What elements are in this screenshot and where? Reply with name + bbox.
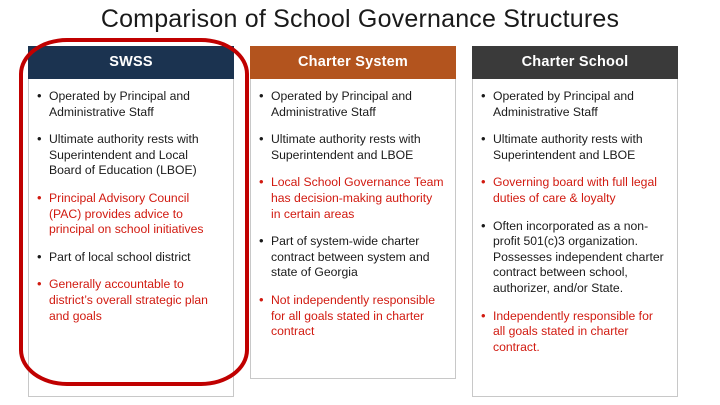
bullet-list-charter-system [259,89,445,340]
list-item: • Ultimate authority rests with Superintendent and LBOE [481,132,667,163]
list-item: • Often incorporated as a non-profit 501(c)3 organization. Possesses independent charter contract between school, authorizer, and/or State. [481,219,667,297]
list-item: • Principal Advisory Council (PAC) provides advice to principal on school initiatives [37,191,223,238]
column-body-charter-school [472,79,678,397]
bullet-list-charter-school [481,89,667,356]
list-item: • Independently responsible for all goals stated in charter contract. [481,309,667,356]
list-item: • Ultimate authority rests with Superintendent and Local Board of Education (LBOE) [37,132,223,179]
column-header-swss: SWSS [28,46,234,79]
column-charter-school [472,46,678,397]
list-item: • Operated by Principal and Administrative Staff [37,89,223,120]
column-header-charter-system: Charter System [250,46,456,79]
bullet-list-swss [37,89,223,324]
list-item: • Part of system-wide charter contract between system and state of Georgia [259,234,445,281]
column-charter-system [250,46,456,397]
list-item: • Local School Governance Team has decision-making authority in certain areas [259,175,445,222]
column-header-charter-school: Charter School [472,46,678,79]
column-body-charter-system [250,79,456,379]
list-item: • Operated by Principal and Administrative Staff [259,89,445,120]
list-item: • Ultimate authority rests with Superintendent and LBOE [259,132,445,163]
column-swss [28,46,234,397]
page-title: Comparison of School Governance Structures [100,5,620,33]
list-item: • Generally accountable to district’s overall strategic plan and goals [37,277,223,324]
list-item: • Operated by Principal and Administrative Staff [481,89,667,120]
list-item: • Part of local school district [37,250,223,266]
comparison-columns [28,46,702,397]
list-item: • Governing board with full legal duties of care & loyalty [481,175,667,206]
column-body-swss [28,79,234,397]
list-item: • Not independently responsible for all goals stated in charter contract [259,293,445,340]
